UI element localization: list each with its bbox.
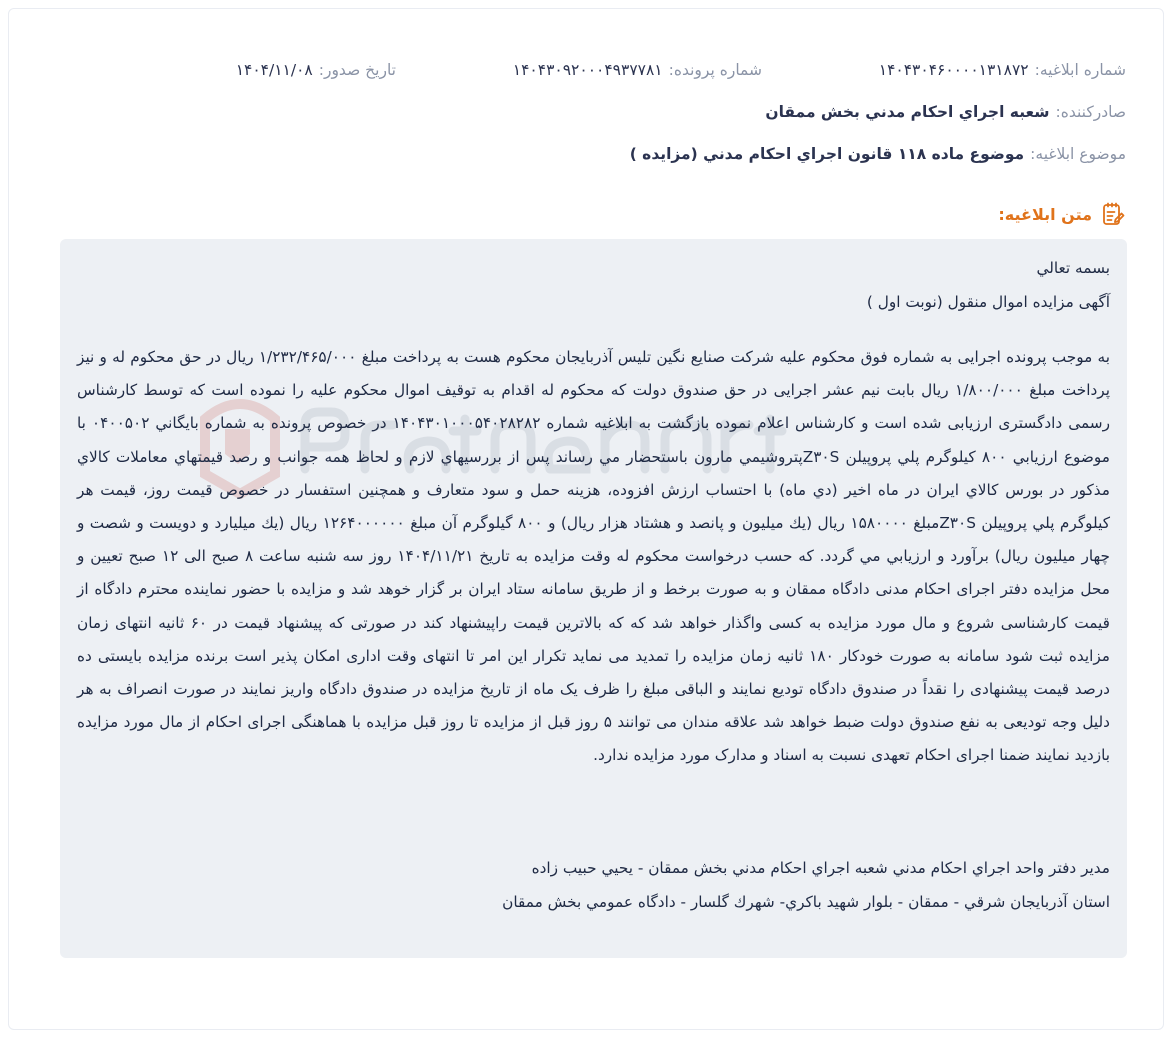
signature-line-2: استان آذربايجان شرقي - ممقان - بلوار شهيد باكري- شهرك گلسار - دادگاه عمومي بخش ممقان — [502, 893, 1110, 911]
notice-text-heading — [998, 200, 1126, 228]
notice-text-title: متن ابلاغیه: — [998, 204, 1092, 224]
signature-line-1: مدير دفتر واحد اجراي احكام مدني شعبه اجراي احكام مدني بخش ممقان - يحيي حبيب زاده — [531, 859, 1110, 877]
notice-document-icon — [1100, 201, 1126, 227]
issuer-row — [48, 98, 1126, 126]
notice-number — [879, 56, 1126, 84]
notice-body-box — [60, 239, 1127, 958]
content-heading: آگهی مزایده اموال منقول (نوبت اول ) — [866, 293, 1110, 311]
content-body: به موجب پرونده اجرایی به شماره فوق محکوم علیه شرکت صنایع نگین تلیس آذربایجان محکوم هست به پرداخت مبلغ ۱/۲۳۲/۴۶۵/۰۰۰ ریال در حق محکوم له و نیز پرداخت مبلغ ۱/۸۰۰/۰۰۰ ریال بابت نیم عشر اجرایی در حق صندوق دولت که محکوم له اقدام به توقیف اموال محکوم علیه را نموده است که توسط کارشناس رسمی دادگستری ارزیابی شده است و کارشناس اعلام نموده بازگشت به ابلاغیه شماره ۱۴۰۴۳۰۱۰۰۰۵۴۰۲۸۲۸۲ در خصوص پرونده به شماره بايگاني ۰۴۰۰۵۰۲ با موضوع ارزيابي ۸۰۰ كيلوگرم پلي پروپيلن Z۳۰Sپتروشيمي مارون باستحضار مي رساند پس از بررسيهاي لازم و لحاظ همه جوانب و رصد قيمتهاي معاملات كالاي مذكور در بورس كالاي ايران در ماه اخير (دي ماه) با احتساب ارزش افزوده، هزينه حمل و سود متعارف و همچنين استفسار در خصوص قيمت روز، قيمت هر كيلوگرم پلي پروپيلن Z۳۰Sمبلغ ۱۵۸۰۰۰۰ ريال (يك ميليون و پانصد و هشتاد هزار ريال) و ۸۰۰ گيلوگرم آن مبلغ ۱۲۶۴۰۰۰۰۰۰ ريال (يك ميليارد و دويست و شصت و چهار ميليون ريال) برآورد و ارزيابي مي گردد. که حسب درخواست محکوم له وقت مزایده به تاریخ ۱۴۰۴/۱۱/۲۱ روز سه شنبه ساعت ۸ صبح الی ۱۲ صبح تعیین و محل مزایده دفتر اجرای احکام مدنی دادگاه ممقان و به صورت برخط و از طریق سامانه ستاد ایران بر گزار خوهد شد و مزایده با حضور نماینده محترم دادگاه از قیمت کارشناسی شروع و مال مورد مزایده به کسی واگذار خواهد شد که که بالاترین قیمت راپیشنهاد کند در صورتی که پیشنهاد قیمت در ۶۰ ثانیه انتهای زمان مزایده ثبت شود سامانه به صورت خودکار ۱۸۰ ثانیه زمان مزایده را تمدید می نماید تکرار این امر تا انتهای وقت اداری امکان پذیر است برنده مزایده بایستی ده درصد قیمت پیشنهادی را نقداً در صندوق دادگاه تودیع نمایند و الباقی مبلغ را ظرف یک ماه از تاریخ مزایده در صندوق دادگاه واریز نمایند در صورت انصراف به هر دلیل وجه تودیعی به نفع صندوق دولت ضبط خواهد شد علاقه مندان می توانند ۵ روز قبل از مزایده تا روز قبل مزایده با هماهنگی اجرای احکام از مال مورد مزایده بازدید نمایند ضمنا اجرای احکام تعهدی نسبت به اسناد و مدارک مورد مزایده ندارد. — [77, 348, 1111, 765]
issuer-label: صادرکننده: — [1055, 103, 1126, 121]
notice-number-label: شماره ابلاغیه: — [1034, 61, 1126, 79]
notice-number-value: ۱۴۰۴۳۰۴۶۰۰۰۰۱۳۱۸۷۲ — [878, 61, 1029, 79]
issue-date-label: تاریخ صدور: — [318, 61, 396, 79]
notice-meta-row — [48, 56, 1126, 84]
case-number-label: شماره پرونده: — [668, 61, 762, 79]
subject-row — [48, 140, 1126, 168]
subject-label: موضوع ابلاغیه: — [1030, 145, 1126, 163]
case-number — [513, 56, 762, 84]
content-greeting: بسمه تعالي — [1036, 259, 1110, 277]
issuer-value: شعبه اجراي احكام مدني بخش ممقان — [765, 103, 1050, 121]
case-number-value: ۱۴۰۴۳۰۹۲۰۰۰۴۹۳۷۷۸۱ — [512, 61, 663, 79]
subject-value: موضوع ماده ۱۱۸ قانون اجراي احكام مدني (مزايده ) — [629, 145, 1025, 163]
issue-date — [236, 56, 396, 84]
issue-date-value: ۱۴۰۴/۱۱/۰۸ — [235, 61, 313, 79]
